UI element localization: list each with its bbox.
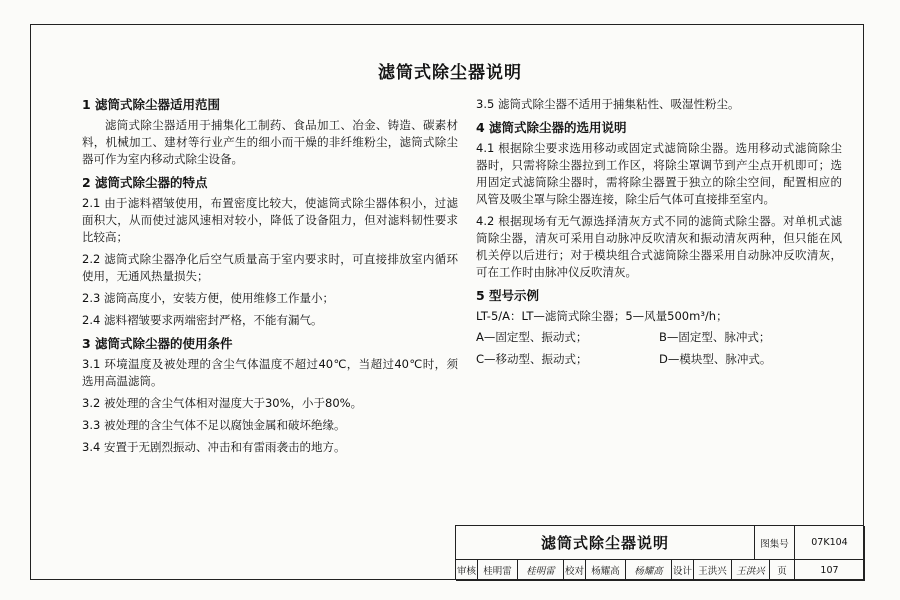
atlas-number: 07K104: [795, 526, 865, 560]
item-2-2: 2.2 滤筒式除尘器净化后空气质量高于室内要求时，可直接排放室内循环使用，无通风热量损失；: [82, 252, 458, 283]
model-d: D—模块型、脉冲式。: [659, 352, 772, 366]
section-4-heading: 4 滤筒式除尘器的选用说明: [476, 120, 627, 135]
model-example-line: LT-5/A：LT—滤筒式除尘器；5—风量500m³/h；: [476, 309, 728, 323]
model-row-ab: [476, 329, 842, 346]
section-2-heading: 2 滤筒式除尘器的特点: [82, 175, 208, 190]
model-c: C—移动型、振动式；: [476, 352, 588, 366]
item-3-5: 3.5 滤筒式除尘器不适用于捕集粘性、吸湿性粉尘。: [476, 97, 740, 111]
item-3-3: 3.3 被处理的含尘气体不足以腐蚀金属和破坏绝缘。: [82, 418, 346, 432]
page-number: 107: [795, 560, 865, 581]
item-3-4: 3.4 安置于无剧烈振动、冲击和有雷雨袭击的地方。: [82, 440, 346, 454]
reviewer-name: 桂明雷: [478, 560, 518, 581]
item-3-1: 3.1 环境温度及被处理的含尘气体温度不超过40℃，当超过40℃时，须选用高温滤筒。: [82, 357, 458, 388]
section-1-paragraph: 滤筒式除尘器适用于捕集化工制药、食品加工、冶金、铸造、碳素材料，机械加工、建材等行业产生的细小而干燥的非纤维粉尘，滤筒式除尘器可作为室内移动式除尘设备。: [82, 118, 458, 166]
right-column: [476, 96, 842, 373]
checker-signature: 杨耀高: [626, 560, 672, 581]
reviewer-signature: 桂明雷: [518, 560, 564, 581]
title-block: [455, 525, 864, 580]
design-label: 设计: [672, 560, 694, 581]
item-2-3: 2.3 滤筒高度小，安装方便，使用维修工作量小；: [82, 291, 334, 305]
left-column: [82, 96, 458, 461]
model-b: B—固定型、脉冲式；: [659, 330, 771, 344]
item-2-4: 2.4 滤料褶皱要求两端密封严格，不能有漏气。: [82, 313, 323, 327]
title-block-title: 滤筒式除尘器说明: [456, 526, 755, 560]
review-label: 审核: [456, 560, 478, 581]
section-3-heading: 3 滤筒式除尘器的使用条件: [82, 336, 233, 351]
item-4-1: 4.1 根据除尘要求选用移动或固定式滤筒除尘器。选用移动式滤筒除尘器时，只需将除尘器拉到工作区，将除尘罩调节到产尘点开机即可；选用固定式滤筒除尘器时，需将除尘器置于独立的除尘空间，配置相应的风管及吸尘罩与除尘器连接，除尘后气体可直接排至室内。: [476, 141, 842, 206]
item-3-2: 3.2 被处理的含尘气体相对湿度大于30%，小于80%。: [82, 396, 363, 410]
section-5-heading: 5 型号示例: [476, 288, 540, 303]
atlas-label: 图集号: [755, 526, 795, 560]
check-label: 校对: [564, 560, 586, 581]
section-1-heading: 1 滤筒式除尘器适用范围: [82, 97, 221, 112]
item-2-1: 2.1 由于滤料褶皱使用，布置密度比较大，使滤筒式除尘器体积小，过滤面积大，从而使过滤风速相对较小，降低了设备阻力，但对滤料韧性要求比较高；: [82, 196, 458, 244]
document-title: 滤筒式除尘器说明: [378, 63, 522, 83]
model-a: A—固定型、振动式；: [476, 330, 588, 344]
item-4-2: 4.2 根据现场有无气源选择清灰方式不同的滤筒式除尘器。对单机式滤筒除尘器，清灰可采用自动脉冲反吹清灰和振动清灰两种，但只能在风机关停以后进行；对于模块组合式滤筒除尘器采用自动脉冲反吹清灰，可在工作时由脉冲仪反吹清灰。: [476, 214, 842, 279]
designer-name: 王洪兴: [694, 560, 732, 581]
checker-name: 杨耀高: [586, 560, 626, 581]
page-label: 页: [770, 560, 795, 581]
designer-signature: 王洪兴: [732, 560, 770, 581]
model-row-cd: [476, 351, 842, 368]
